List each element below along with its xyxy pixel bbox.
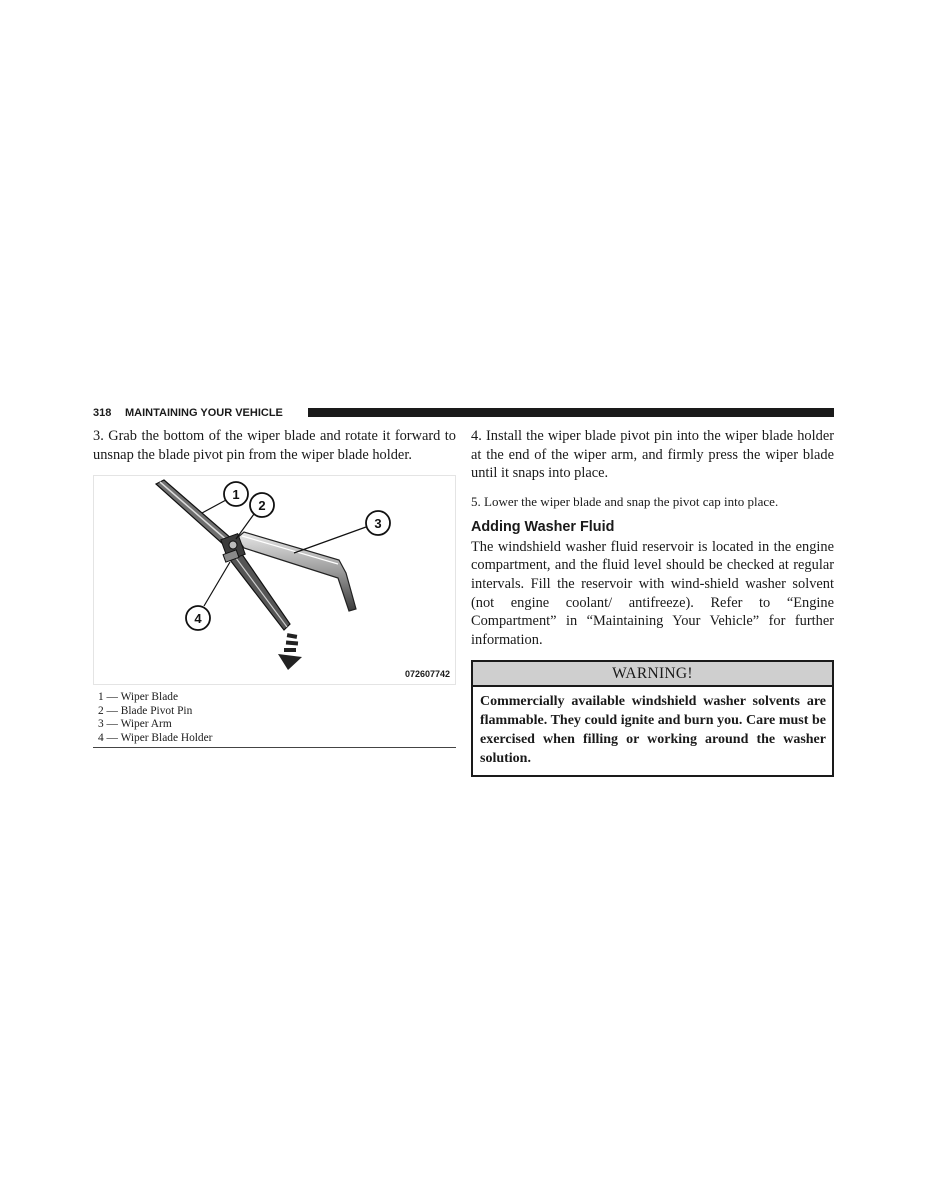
- page-header: [93, 405, 834, 421]
- callout-1: [224, 482, 248, 506]
- section-title: MAINTAINING YOUR VEHICLE: [125, 407, 283, 419]
- legend-item-1: 1 — Wiper Blade: [98, 691, 178, 704]
- wiper-figure: [93, 475, 456, 685]
- step-5-text: 5. Lower the wiper blade and snap the pivot cap into place.: [471, 493, 779, 509]
- section-heading: Adding Washer Fluid: [471, 518, 615, 535]
- callout-2: [250, 493, 274, 517]
- right-column: [471, 427, 834, 777]
- wiper-illustration: [94, 476, 455, 684]
- legend-item-4: 4 — Wiper Blade Holder: [98, 731, 213, 744]
- callout-3: [366, 511, 390, 535]
- wiper-arm-drawing: [237, 532, 356, 611]
- legend-item-3: 3 — Wiper Arm: [98, 718, 172, 731]
- figure-legend: [93, 691, 456, 745]
- callout-3-label: 3: [374, 516, 382, 532]
- step-3-text: 3. Grab the bottom of the wiper blade and rotate it forward to unsnap the blade pivot pin from the wiper blade holder.: [93, 428, 456, 463]
- warning-title: WARNING!: [473, 662, 832, 687]
- left-column: [93, 427, 456, 748]
- washer-fluid-text: The windshield washer fluid reservoir is located in the engine compartment, and the fluid level should be checked at regular intervals. Fill the reservoir with wind-shield washer solvent (not engine coolant/ antifreeze). Refer to “Engine Compartment” in “Maintaining Your Vehicle” for further information.: [471, 538, 834, 648]
- warning-text: Commercially available windshield washer solvents are flammable. They could ignite and burn you. Care must be exercised when filling or working around the washer solution.: [480, 694, 826, 766]
- callout-4-label: 4: [194, 611, 202, 627]
- callout-2-label: 2: [258, 498, 266, 514]
- step-4-text: 4. Install the wiper blade pivot pin into the wiper blade holder at the end of the wiper arm, and firmly press the wiper blade until it snaps into place.: [471, 428, 834, 482]
- warning-box: [471, 660, 834, 776]
- figure-code: 072607742: [404, 669, 450, 680]
- rotation-arrow: [278, 633, 302, 670]
- callout-4: [186, 606, 210, 630]
- legend-item-2: 2 — Blade Pivot Pin: [98, 704, 193, 717]
- callout-1-label: 1: [232, 487, 240, 503]
- legend-rule: [93, 747, 456, 748]
- header-rule: [308, 408, 834, 417]
- page-number: 318: [93, 407, 112, 419]
